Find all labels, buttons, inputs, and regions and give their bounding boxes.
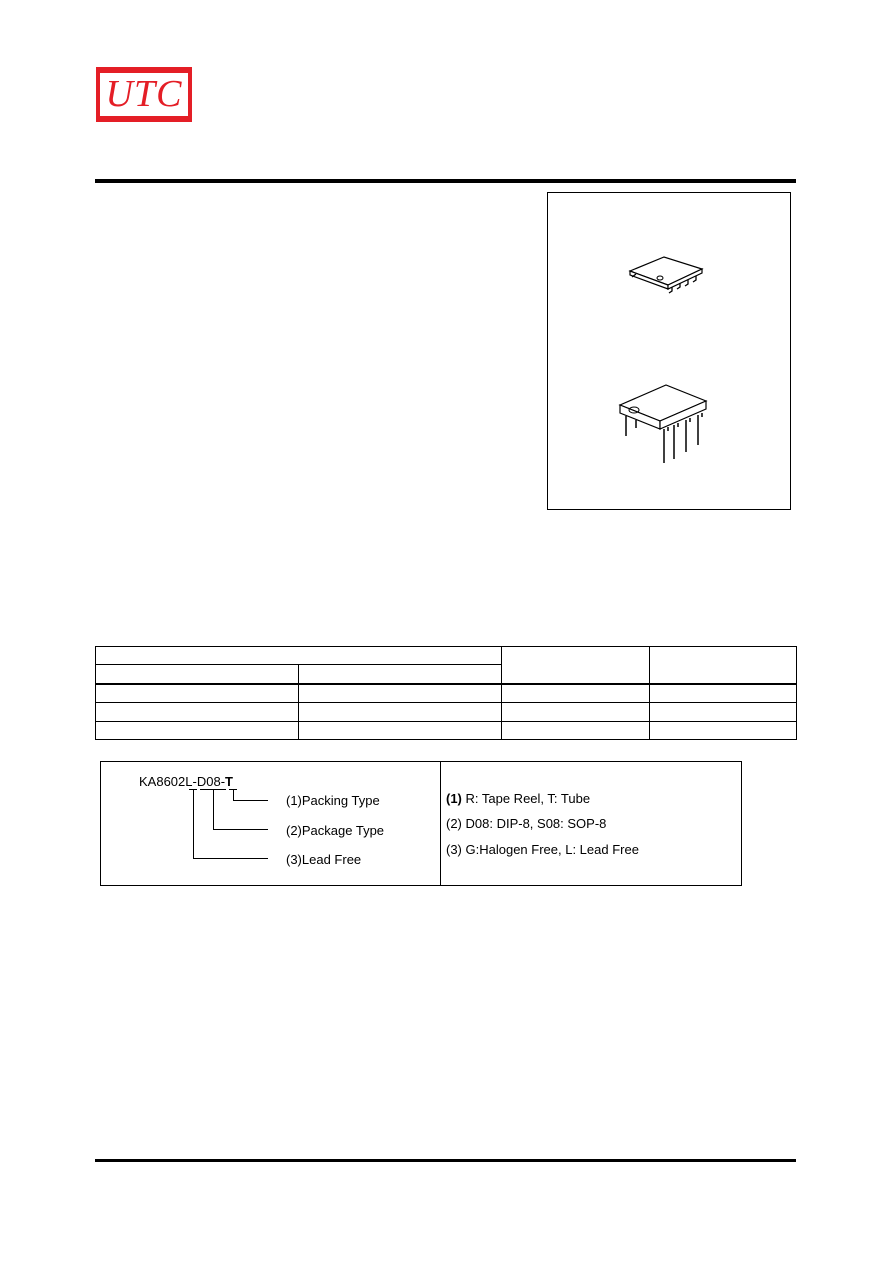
legend-num: (2) xyxy=(446,816,462,831)
table-cell xyxy=(299,684,502,703)
part-separator: - xyxy=(220,774,226,789)
sop8-package-icon xyxy=(624,249,714,299)
legend-packing xyxy=(446,791,590,806)
table-cell xyxy=(299,721,502,739)
package-illustration-box xyxy=(547,192,791,510)
table-row xyxy=(96,647,797,665)
table-cell xyxy=(299,665,502,684)
logo-text: UTC xyxy=(105,73,183,115)
utc-logo xyxy=(96,67,192,122)
legend-text: R: Tape Reel, T: Tube xyxy=(461,791,591,806)
part-base: KA8602L xyxy=(139,774,193,789)
table-cell xyxy=(502,703,650,721)
table-cell xyxy=(96,703,299,721)
table-cell xyxy=(650,721,797,739)
label-package-type: (2)Package Type xyxy=(286,823,385,838)
leader-line-2 xyxy=(213,829,268,830)
table-row xyxy=(96,684,797,703)
table-cell xyxy=(96,647,502,665)
part-package-code: D08 xyxy=(196,774,221,789)
table-cell xyxy=(502,684,650,703)
legend-num: (3) xyxy=(446,842,462,857)
label-lead-free: (3)Lead Free xyxy=(286,852,362,867)
legend-text: D08: DIP-8, S08: SOP-8 xyxy=(461,816,607,831)
legend-text: G:Halogen Free, L: Lead Free xyxy=(461,842,639,857)
table-cell xyxy=(502,721,650,739)
dip8-package-icon xyxy=(614,379,714,469)
part-packing-code: T xyxy=(225,774,233,789)
part-number-code xyxy=(139,774,233,789)
header-rule xyxy=(95,179,796,183)
table-cell xyxy=(650,647,797,684)
table-cell xyxy=(650,703,797,721)
footer-rule xyxy=(95,1159,796,1162)
leader-line-1 xyxy=(233,789,234,800)
table-cell xyxy=(502,647,650,684)
part-number-divider xyxy=(440,761,441,886)
leader-line-2 xyxy=(213,789,214,829)
legend-num: (1) xyxy=(446,791,462,806)
table-cell xyxy=(96,684,299,703)
table-cell xyxy=(96,665,299,684)
table-row xyxy=(96,721,797,739)
table-cell xyxy=(650,684,797,703)
table-cell xyxy=(299,703,502,721)
leader-line-3 xyxy=(193,858,268,859)
ordering-information-table xyxy=(95,646,797,740)
legend-lead-free xyxy=(446,842,639,857)
legend-package xyxy=(446,816,606,831)
table-row xyxy=(96,703,797,721)
leader-line-3 xyxy=(193,789,194,858)
leader-line-1 xyxy=(233,800,268,801)
label-packing-type: (1)Packing Type xyxy=(286,793,380,808)
table-cell xyxy=(96,721,299,739)
part-separator: - xyxy=(192,774,197,789)
